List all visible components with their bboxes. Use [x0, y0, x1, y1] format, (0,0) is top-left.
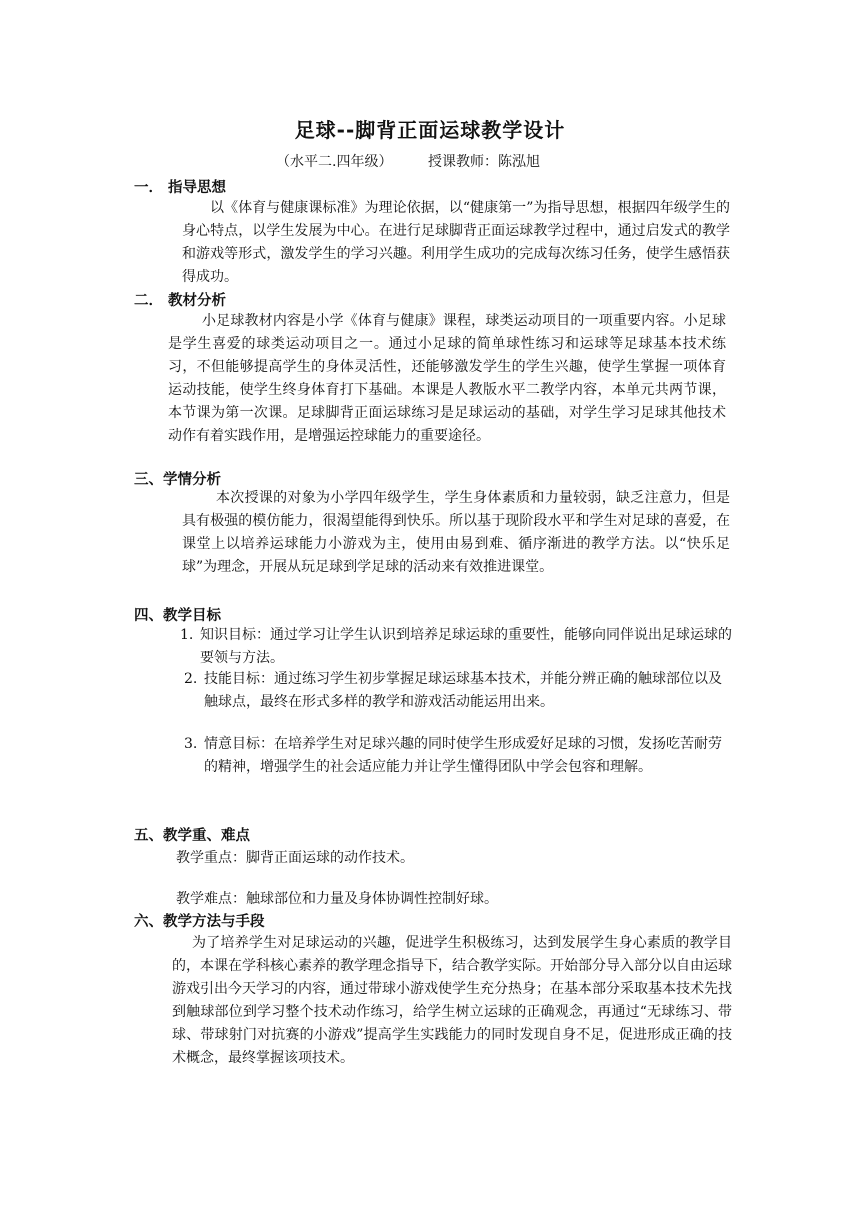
objective-item	[184, 668, 734, 713]
document-subtitle: （水平二.四年级） 授课教师：陈泓旭	[276, 154, 541, 170]
objective-number: 1.	[180, 627, 194, 643]
section-heading-methods: 六、教学方法与手段	[134, 914, 265, 930]
objective-item	[184, 733, 734, 778]
section-body-student-analysis: 本次授课的对象为小学四年级学生，学生身体素质和力量较弱，缺乏注意力，但是具有极强的模仿能力，很渴望能得到快乐。所以基于现阶段水平和学生对足球的喜爱，在课堂上以培养运球能力小游戏为主，使用由易到难、循序渐进的教学方法。以“快乐足球”为理念，开展从玩足球到学足球的活动来有效推进课堂。	[182, 490, 730, 575]
objective-number: 2.	[184, 671, 198, 687]
document-title: 足球--脚背正面运球教学设计	[294, 118, 566, 142]
objective-text: 技能目标：通过练习学生初步掌握足球运球基本技术，并能分辨正确的触球部位以及触球点，最终在形式多样的教学和游戏活动能运用出来。	[204, 671, 722, 710]
objective-text: 知识目标：通过学习让学生认识到培养足球运球的重要性，能够向同伴说出足球运球的要领与方法。	[200, 627, 732, 666]
objective-text: 情意目标：在培养学生对足球兴趣的同时使学生形成爱好足球的习惯，发扬吃苦耐劳的精神，增强学生的社会适应能力并让学生懂得团队中学会包容和理解。	[204, 736, 722, 775]
section-heading-key-difficult-points: 五、教学重、难点	[134, 828, 250, 844]
objective-item	[180, 624, 732, 669]
teaching-key-point: 教学重点：脚背正面运球的动作技术。	[176, 850, 414, 866]
section-heading-guiding-thought: 一． 指导思想	[134, 180, 227, 196]
objective-number: 3.	[184, 736, 198, 752]
section-body-material-analysis: 小足球教材内容是小学《体育与健康》课程，球类运动项目的一项重要内容。小足球是学生喜爱的球类运动项目之一。通过小足球的简单球性练习和运球等足球基本技术练习，不但能够提高学生的身体灵活性，还能够激发学生的学生兴趣，使学生掌握一项体育运动技能，使学生终身体育打下基础。本课是人教版水平二教学内容，本单元共两节课，本节课为第一次课。足球脚背正面运球练习是足球运动的基础，对学生学习足球其他技术动作有着实践作用，是增强运控球能力的重要途径。	[168, 313, 726, 444]
section-body-guiding-thought: 以《体育与健康课标准》为理论依据，以“健康第一”为指导思想，根据四年级学生的身心特点，以学生发展为中心。在进行足球脚背正面运球教学过程中，通过启发式的教学和游戏等形式，激发学生的学习兴趣。利用学生成功的完成每次练习任务，使学生感悟获得成功。	[182, 200, 730, 285]
section-heading-student-analysis: 三、学情分析	[134, 472, 221, 488]
section-body-methods: 为了培养学生对足球运动的兴趣，促进学生积极练习，达到发展学生身心素质的教学目的，本课在学科核心素养的教学理念指导下，结合教学实际。开始部分导入部分以自由运球游戏引出今天学习的内容，通过带球小游戏使学生充分热身；在基本部分采取基本技术先找到触球部位到学习整个技术动作练习，给学生树立运球的正确观念，再通过“无球练习、带球、带球射门对抗赛的小游戏”提高学生实践能力的同时发现自身不足，促进形成正确的技术概念，最终掌握该项技术。	[172, 935, 732, 1066]
section-heading-material-analysis: 二． 教材分析	[134, 293, 227, 309]
section-heading-teaching-objectives: 四、教学目标	[134, 608, 221, 624]
teaching-difficulty: 教学难点：触球部位和力量及身体协调性控制好球。	[176, 891, 498, 907]
